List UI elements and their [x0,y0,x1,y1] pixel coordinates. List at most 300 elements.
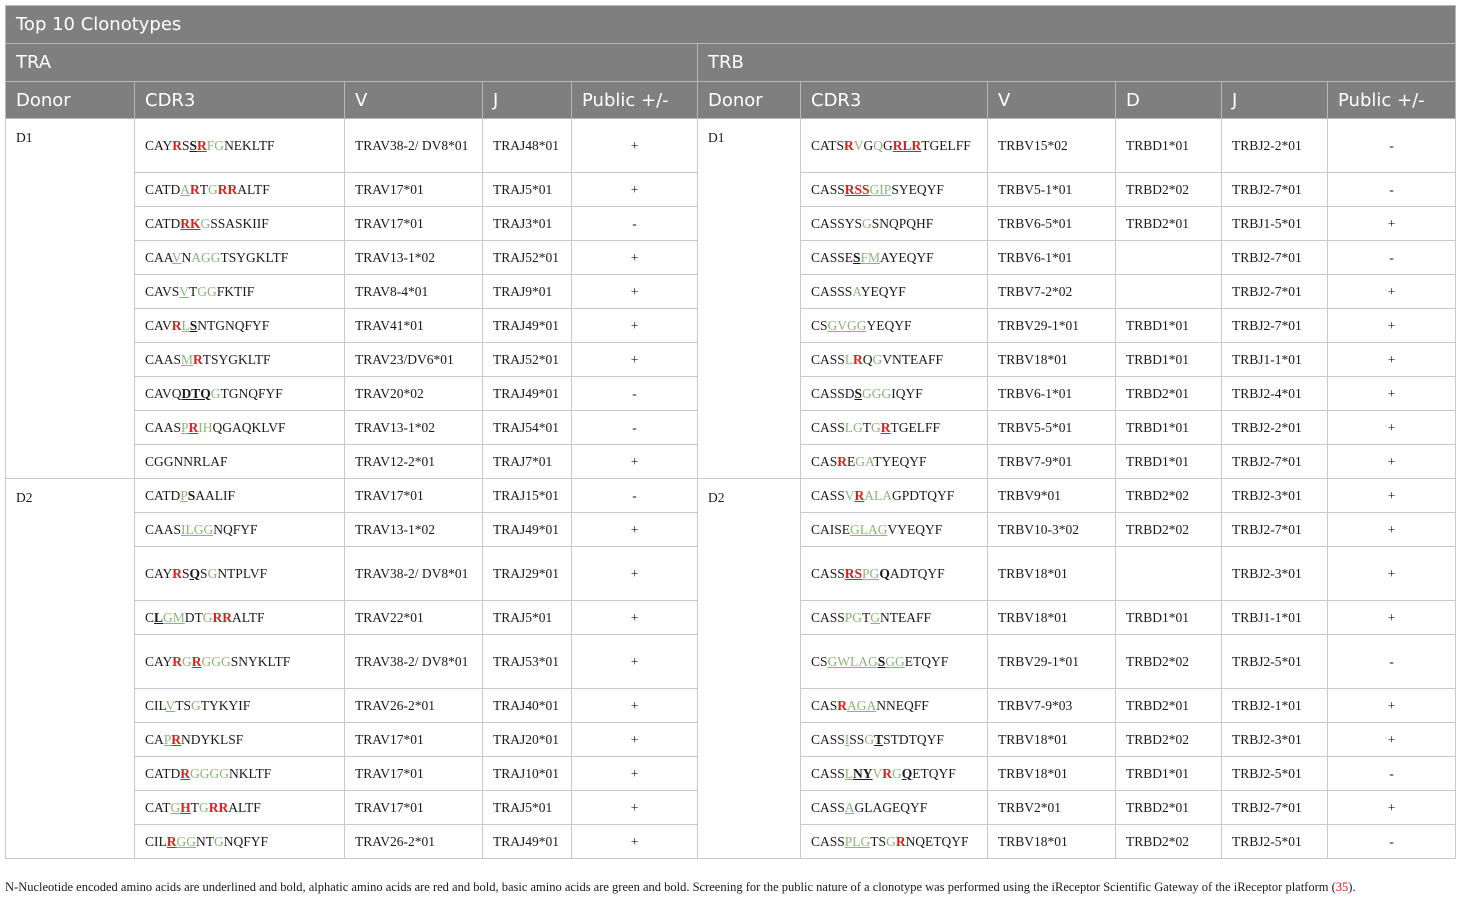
trb-j-cell: TRBJ2-3*01 [1222,723,1328,757]
cdr3-segment: CATD [145,765,181,781]
tra-j-cell: TRAJ3*01 [483,207,572,241]
cdr3-segment: NQFYF [223,833,269,849]
cdr3-segment: S [877,653,886,669]
cdr3-segment: Q [862,351,873,367]
tra-public-cell: + [572,445,698,479]
cdr3-segment: FG [206,137,225,153]
tra-v-cell: TRAV26-2*01 [345,689,483,723]
cdr3-segment: RLR [892,137,922,153]
trb-d-cell: TRBD2*02 [1116,479,1222,513]
cdr3-segment: A [844,799,855,815]
col-header-trb-v: V [988,82,1116,119]
trb-j-cell: TRBJ2-2*01 [1222,411,1328,445]
cdr3-segment: QGAQKLVF [212,419,286,435]
cdr3-segment: CAY [145,565,173,581]
cdr3-segment: ALTF [228,799,261,815]
trb-v-cell: TRBV6-5*01 [988,207,1116,241]
trb-d-cell: TRBD1*01 [1116,411,1222,445]
trb-d-cell: TRBD2*02 [1116,635,1222,689]
trb-public-cell: + [1328,411,1456,445]
trb-cdr3-cell [801,309,988,343]
cdr3-segment: R [172,653,183,669]
cdr3-segment: G [207,565,218,581]
trb-d-cell: TRBD1*01 [1116,601,1222,635]
cdr3-segment: CAAS [145,419,182,435]
trb-public-cell: - [1328,825,1456,859]
cdr3-segment: G [208,181,218,197]
cdr3-segment: S [189,317,198,333]
cdr3-segment: NQETQYF [905,833,969,849]
cdr3-segment: NTPLVF [217,565,268,581]
cdr3-segment: V [844,487,855,503]
cdr3-segment: CGGNNRLAF [145,453,228,469]
tra-j-cell: TRAJ15*01 [483,479,572,513]
trb-v-cell: TRBV29-1*01 [988,635,1116,689]
trb-j-cell: TRBJ1-5*01 [1222,207,1328,241]
table-row [6,119,1456,173]
trb-v-cell: TRBV7-2*02 [988,275,1116,309]
cdr3-segment: GLAG [850,521,888,537]
cdr3-segment: L [181,317,190,333]
cdr3-segment: Q [189,565,201,581]
cdr3-segment: R [837,697,848,713]
donor-cell-tra: D2 [6,479,135,859]
cdr3-segment: R [180,765,191,781]
cdr3-segment: H [180,799,191,815]
tra-v-cell: TRAV17*01 [345,791,483,825]
cdr3-segment: CAAS [145,521,182,537]
tra-v-cell: TRAV8-4*01 [345,275,483,309]
trb-public-cell: + [1328,513,1456,547]
tra-v-cell: TRAV22*01 [345,601,483,635]
tra-j-cell: TRAJ5*01 [483,791,572,825]
cdr3-segment: L [154,609,164,625]
trb-public-cell: + [1328,791,1456,825]
cdr3-segment: G [870,609,881,625]
cdr3-segment: R [190,181,200,197]
tra-v-cell: TRAV13-1*02 [345,513,483,547]
cdr3-segment: G [191,697,201,713]
trb-j-cell: TRBJ2-5*01 [1222,757,1328,791]
cdr3-segment: LG [844,419,863,435]
trb-d-cell: TRBD2*01 [1116,689,1222,723]
cdr3-segment: CASS [811,351,845,367]
cdr3-segment: V [171,249,182,265]
trb-public-cell: + [1328,275,1456,309]
trb-d-cell: TRBD1*01 [1116,343,1222,377]
cdr3-segment: NDYKLSF [181,731,244,747]
cdr3-segment: GGG [862,385,892,401]
trb-v-cell: TRBV18*01 [988,825,1116,859]
cdr3-segment: CS [811,653,828,669]
tra-cdr3-cell [135,241,345,275]
cdr3-segment: AGG [191,249,221,265]
cdr3-segment: NNEQFF [876,697,929,713]
cdr3-segment: I [844,731,850,747]
cdr3-segment: CASS [811,765,845,781]
tra-public-cell: + [572,309,698,343]
cdr3-segment: PLG [844,833,871,849]
cdr3-segment: S [853,249,861,265]
cdr3-segment: T [190,799,200,815]
tra-public-cell: + [572,689,698,723]
tra-public-cell: - [572,479,698,513]
trb-public-cell: - [1328,635,1456,689]
cdr3-segment: CAY [145,137,173,153]
cdr3-segment: CAVQ [145,385,182,401]
cdr3-segment: GLAGEQYF [854,799,928,815]
col-header-tra-donor: Donor [6,82,135,119]
tra-public-cell: - [572,207,698,241]
trb-j-cell: TRBJ2-7*01 [1222,309,1328,343]
cdr3-segment: R [172,137,183,153]
trb-d-cell: TRBD2*01 [1116,377,1222,411]
tra-v-cell: TRAV17*01 [345,207,483,241]
cdr3-segment: V [853,137,864,153]
cdr3-segment: CAVS [145,283,180,299]
trb-v-cell: TRBV6-1*01 [988,241,1116,275]
cdr3-segment: N [181,249,192,265]
col-header-trb-public: Public +/- [1328,82,1456,119]
col-header-tra-public: Public +/- [572,82,698,119]
tra-public-cell: + [572,513,698,547]
cdr3-segment: AALIF [195,487,236,503]
tra-cdr3-cell [135,343,345,377]
col-header-trb-cdr3: CDR3 [801,82,988,119]
trb-v-cell: TRBV7-9*03 [988,689,1116,723]
cdr3-segment: R [191,653,202,669]
cdr3-segment: CS [811,317,828,333]
cdr3-segment: R [171,731,182,747]
tra-j-cell: TRAJ54*01 [483,411,572,445]
trb-j-cell: TRBJ2-2*01 [1222,119,1328,173]
trb-j-cell: TRBJ2-3*01 [1222,547,1328,601]
cdr3-segment: G [199,799,209,815]
cdr3-segment: SSASKIIF [210,215,269,231]
trb-v-cell: TRBV9*01 [988,479,1116,513]
cdr3-segment: R [197,137,207,153]
tra-v-cell: TRAV17*01 [345,723,483,757]
tra-j-cell: TRAJ53*01 [483,635,572,689]
cdr3-segment: CASS [811,799,845,815]
trb-cdr3-cell [801,445,988,479]
trb-d-cell: TRBD2*01 [1116,207,1222,241]
cdr3-segment: CAA [145,249,172,265]
cdr3-segment: CASSYS [811,215,863,231]
cdr3-segment: S [189,137,198,153]
cdr3-segment: T [862,609,871,625]
cdr3-segment: CASSE [811,249,854,265]
tra-v-cell: TRAV12-2*01 [345,445,483,479]
cdr3-segment: G [872,351,883,367]
tra-public-cell: + [572,119,698,173]
tra-j-cell: TRAJ29*01 [483,547,572,601]
cdr3-segment: S [182,565,190,581]
trb-v-cell: TRBV18*01 [988,723,1116,757]
cdr3-segment: G [214,833,224,849]
cdr3-segment: RSS [844,181,870,197]
cdr3-segment: S [187,487,196,503]
tra-public-cell: + [572,275,698,309]
tra-j-cell: TRAJ52*01 [483,241,572,275]
trb-public-cell: - [1328,119,1456,173]
cdr3-segment: FM [860,249,881,265]
cdr3-segment: CAV [145,317,172,333]
cdr3-segment: YEQYF [860,283,906,299]
tra-public-cell: + [572,635,698,689]
cdr3-segment: SYEQYF [891,181,944,197]
trb-v-cell: TRBV15*02 [988,119,1116,173]
cdr3-segment: CASS [811,181,845,197]
tra-cdr3-cell [135,689,345,723]
tra-j-cell: TRAJ9*01 [483,275,572,309]
group-header-tra: TRA [6,44,698,82]
cdr3-segment: PG [844,609,863,625]
tra-cdr3-cell [135,601,345,635]
cdr3-segment: G [170,799,181,815]
trb-j-cell: TRBJ2-5*01 [1222,825,1328,859]
tra-cdr3-cell [135,547,345,601]
tra-cdr3-cell [135,445,345,479]
tra-cdr3-cell [135,411,345,445]
cdr3-segment: T [874,731,884,747]
cdr3-segment: FKTIF [216,283,255,299]
cdr3-segment: CASS [811,419,845,435]
cdr3-segment: TYKYIF [200,697,251,713]
cdr3-segment: G [210,385,221,401]
cdr3-segment: RR [212,609,233,625]
cdr3-segment: P [163,731,172,747]
group-header-trb: TRB [698,44,1456,82]
cdr3-segment: GGG [201,653,231,669]
cdr3-segment: R [172,565,183,581]
table-row [6,479,1456,513]
trb-j-cell: TRBJ2-7*01 [1222,513,1328,547]
tra-cdr3-cell [135,513,345,547]
cdr3-segment: L [844,351,854,367]
cdr3-segment: GG [176,833,196,849]
cdr3-segment: TSYGKLTF [202,351,271,367]
cdr3-segment: VYEQYF [887,521,943,537]
trb-j-cell: TRBJ2-7*01 [1222,173,1328,207]
tra-j-cell: TRAJ7*01 [483,445,572,479]
col-header-trb-donor: Donor [698,82,801,119]
tra-v-cell: TRAV38-2/ DV8*01 [345,635,483,689]
tra-public-cell: + [572,757,698,791]
trb-cdr3-cell [801,241,988,275]
cdr3-segment: R [854,487,865,503]
trb-d-cell: TRBD2*02 [1116,723,1222,757]
cdr3-segment: CATD [145,487,181,503]
cdr3-segment: DT [184,609,203,625]
tra-v-cell: TRAV13-1*02 [345,241,483,275]
tra-v-cell: TRAV41*01 [345,309,483,343]
cdr3-segment: CAAS [145,351,182,367]
trb-d-cell: TRBD2*01 [1116,791,1222,825]
cdr3-segment: V [165,697,176,713]
cdr3-segment: G [862,215,872,231]
trb-cdr3-cell [801,635,988,689]
cdr3-segment: CAISE [811,521,851,537]
cdr3-segment: NT [196,833,214,849]
tra-public-cell: + [572,343,698,377]
trb-public-cell: + [1328,309,1456,343]
tra-cdr3-cell [135,173,345,207]
cdr3-segment: TYEQYF [873,453,927,469]
trb-j-cell: TRBJ2-7*01 [1222,241,1328,275]
tra-cdr3-cell [135,479,345,513]
trb-j-cell: TRBJ1-1*01 [1222,601,1328,635]
trb-cdr3-cell [801,601,988,635]
tra-v-cell: TRAV17*01 [345,173,483,207]
cdr3-segment: ALA [864,487,893,503]
trb-j-cell: TRBJ1-1*01 [1222,343,1328,377]
trb-j-cell: TRBJ2-7*01 [1222,791,1328,825]
cdr3-segment: S [854,385,863,401]
tra-v-cell: TRAV20*02 [345,377,483,411]
trb-public-cell: + [1328,547,1456,601]
cdr3-segment: T [189,283,198,299]
trb-v-cell: TRBV18*01 [988,547,1116,601]
tra-v-cell: TRAV23/DV6*01 [345,343,483,377]
cdr3-segment: S [182,137,190,153]
tra-cdr3-cell [135,791,345,825]
trb-cdr3-cell [801,723,988,757]
donor-cell-trb: D1 [698,119,801,479]
trb-public-cell: + [1328,445,1456,479]
tra-j-cell: TRAJ49*01 [483,513,572,547]
cdr3-segment: G [202,609,213,625]
cdr3-segment: P [180,487,188,503]
trb-d-cell [1116,547,1222,601]
trb-public-cell: - [1328,757,1456,791]
cdr3-segment: CASS [811,609,845,625]
cdr3-segment: R [880,419,891,435]
tra-cdr3-cell [135,119,345,173]
cdr3-segment: E [847,453,856,469]
tra-v-cell: TRAV38-2/ DV8*01 [345,547,483,601]
tra-public-cell: + [572,173,698,207]
trb-j-cell: TRBJ2-5*01 [1222,635,1328,689]
cdr3-segment: CASS [811,731,845,747]
cdr3-segment: G [863,137,874,153]
cdr3-segment: T [862,419,872,435]
cdr3-segment: R [171,317,182,333]
trb-cdr3-cell [801,411,988,445]
cdr3-segment: VNTEAFF [882,351,944,367]
tra-cdr3-cell [135,635,345,689]
trb-cdr3-cell [801,275,988,309]
trb-public-cell: + [1328,207,1456,241]
donor-cell-tra: D1 [6,119,135,479]
tra-cdr3-cell [135,207,345,241]
tra-cdr3-cell [135,723,345,757]
trb-cdr3-cell [801,547,988,601]
trb-v-cell: TRBV18*01 [988,757,1116,791]
tra-j-cell: TRAJ48*01 [483,119,572,173]
cdr3-segment: M [181,351,194,367]
tra-cdr3-cell [135,309,345,343]
cdr3-segment: SNYKLTF [230,653,291,669]
trb-public-cell: + [1328,723,1456,757]
cdr3-segment: V [179,283,190,299]
trb-v-cell: TRBV2*01 [988,791,1116,825]
trb-cdr3-cell [801,513,988,547]
cdr3-segment: G [892,765,902,781]
trb-d-cell: TRBD2*02 [1116,513,1222,547]
cdr3-segment: CASSS [811,283,853,299]
cdr3-segment: RR [208,799,229,815]
tra-v-cell: TRAV17*01 [345,479,483,513]
cdr3-segment: Q [901,765,913,781]
tra-cdr3-cell [135,377,345,411]
trb-d-cell: TRBD1*01 [1116,757,1222,791]
clonotype-table [5,5,1456,859]
cdr3-segment: GG [197,283,217,299]
tra-j-cell: TRAJ5*01 [483,601,572,635]
trb-d-cell: TRBD1*01 [1116,119,1222,173]
cdr3-segment: CATD [145,181,181,197]
cdr3-segment: DTQ [181,385,211,401]
cdr3-segment: CASS [811,833,845,849]
tra-j-cell: TRAJ52*01 [483,343,572,377]
trb-d-cell: TRBD1*01 [1116,445,1222,479]
trb-j-cell: TRBJ2-7*01 [1222,445,1328,479]
cdr3-segment: CIL [145,833,167,849]
tra-public-cell: + [572,825,698,859]
trb-cdr3-cell [801,377,988,411]
trb-cdr3-cell [801,757,988,791]
cdr3-segment: CAT [145,799,171,815]
trb-v-cell: TRBV29-1*01 [988,309,1116,343]
tra-cdr3-cell [135,757,345,791]
tra-public-cell: - [572,411,698,445]
table-body [6,119,1456,859]
trb-j-cell: TRBJ2-1*01 [1222,689,1328,723]
cdr3-segment: TGNQFYF [220,385,283,401]
tra-j-cell: TRAJ20*01 [483,723,572,757]
cdr3-segment: L [844,765,854,781]
cdr3-segment: NTGNQFYF [197,317,270,333]
cdr3-segment: R [837,453,848,469]
trb-public-cell: - [1328,173,1456,207]
cdr3-segment: AYEQYF [880,249,934,265]
tra-j-cell: TRAJ49*01 [483,309,572,343]
tra-public-cell: + [572,791,698,825]
tra-j-cell: TRAJ10*01 [483,757,572,791]
table-footnote [5,880,1457,895]
tra-j-cell: TRAJ40*01 [483,689,572,723]
trb-cdr3-cell [801,119,988,173]
cdr3-segment: CATS [811,137,845,153]
col-header-trb-j: J [1222,82,1328,119]
cdr3-segment: SS [849,731,865,747]
tra-v-cell: TRAV17*01 [345,757,483,791]
cdr3-segment: RR [217,181,238,197]
cdr3-segment: P [181,419,189,435]
cdr3-segment: CIL [145,697,166,713]
cdr3-segment: CATD [145,215,181,231]
cdr3-segment: GIP [869,181,892,197]
trb-public-cell: + [1328,479,1456,513]
cdr3-segment: S [200,565,208,581]
cdr3-segment: R [895,833,906,849]
trb-cdr3-cell [801,689,988,723]
col-header-tra-j: J [483,82,572,119]
cdr3-segment: G [864,731,875,747]
cdr3-segment: GVGG [827,317,867,333]
cdr3-segment: C [145,609,155,625]
